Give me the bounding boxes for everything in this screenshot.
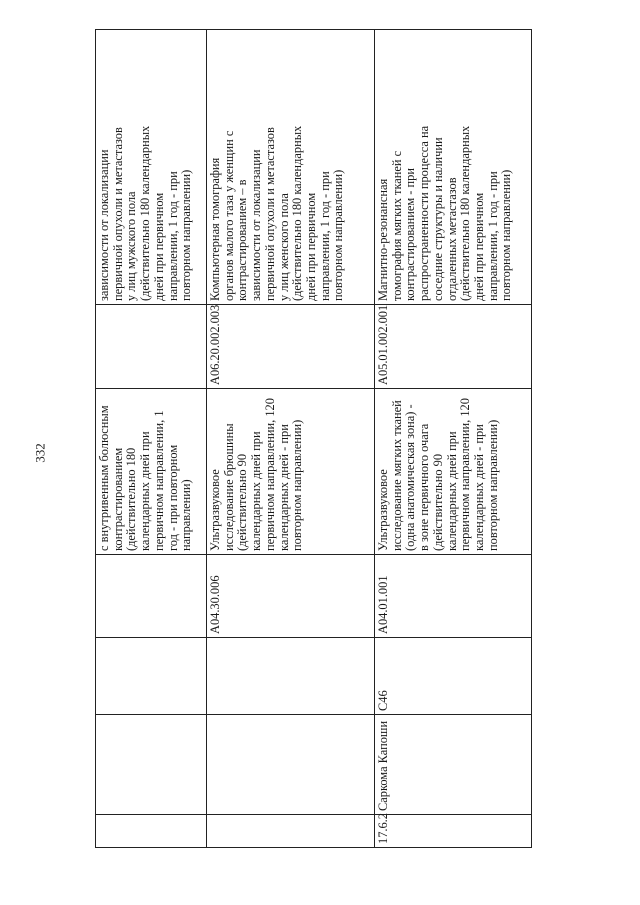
service-code: A04.30.006 [207,555,375,638]
service2-description: Магнитно-резонансная томография мягких тканей с контрастированием - при распространенности процесса на соседние структуры и наличии отдаленных метастазов (действительно 180 календарных дней при первичном направлении, 1 год - при повторном направлении) [375,30,532,305]
page-number: 332 [32,443,48,463]
medical-services-table [95,29,532,848]
service-code: A04.01.001 [375,555,532,638]
service2-description: зависимости от локализации первичной опухоли и метастазов у лиц мужского пола (действительно 180 календарных дней при первичном направлении, 1 год - при повторном направлении) [96,30,207,305]
icd-code [207,638,375,715]
service2-code [96,305,207,389]
row-number: 17.6.2 [375,815,532,848]
icd-code [96,638,207,715]
document-sheet [95,30,531,848]
table-row [375,30,532,848]
service-description: с внутривенным болюсным контрастированием (действительно 180 календарных дней при первичном направлении, 1 год - при повторном направлении) [96,389,207,555]
table-row [207,30,375,848]
disease-name: Саркома Капоши [375,715,532,815]
service2-code: A05.01.002.001 [375,305,532,389]
disease-name [96,715,207,815]
row-number [207,815,375,848]
service2-code: A06.20.002.003 [207,305,375,389]
service-description: Ультразвуковое исследование брюшины (действительно 90 календарных дней при первичном направлении, 120 календарных дней - при повторном направлении) [207,389,375,555]
disease-name [207,715,375,815]
icd-code: C46 [375,638,532,715]
table-row [96,30,207,848]
row-number [96,815,207,848]
service-description: Ультразвуковое исследование мягких тканей (одна анатомическая зона) - в зоне первичного очага (действительно 90 календарных дней при первичном направлении, 120 календарных дней - при повторном направлении) [375,389,532,555]
service-code [96,555,207,638]
service2-description: Компьютерная томография органов малого таза у женщин с контрастированием – в зависимости от локализации первичной опухоли и метастазов у лиц женского пола (действительно 180 календарных дней при первичном направлении, 1 год - при повторном направлении) [207,30,375,305]
